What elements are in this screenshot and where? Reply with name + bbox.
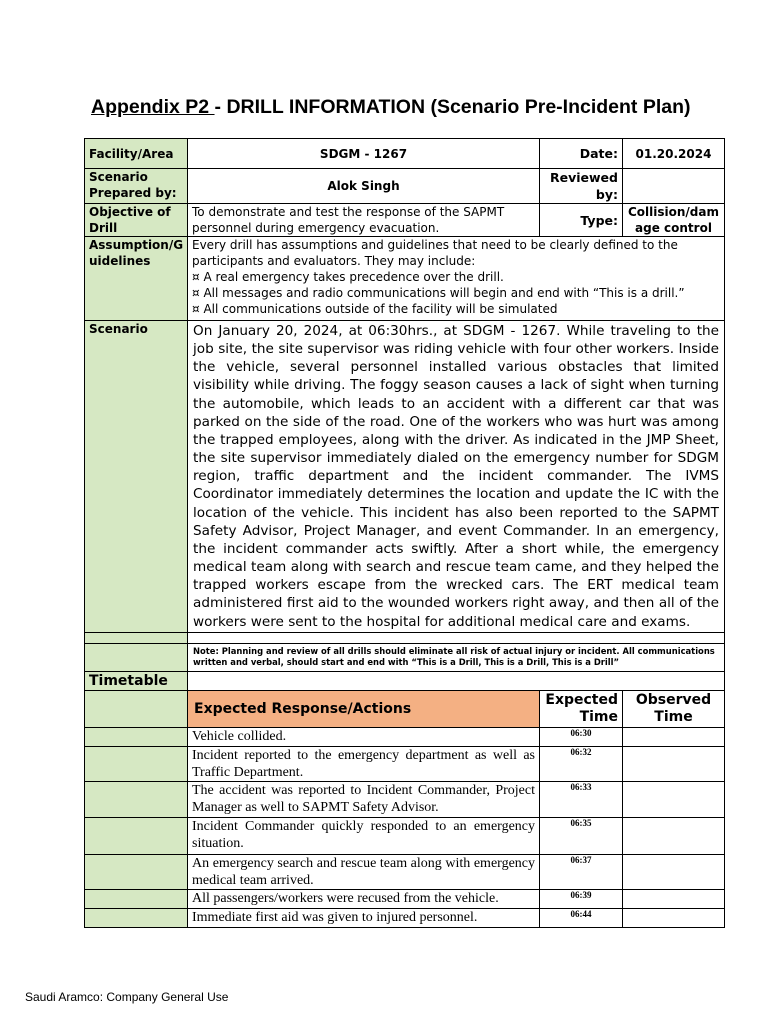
observed-time <box>623 746 725 781</box>
observed-time <box>623 781 725 817</box>
label-reviewed-by <box>540 169 623 204</box>
observed-time <box>623 889 725 908</box>
spacer-cell <box>188 632 725 643</box>
row-assumptions <box>85 237 725 321</box>
row-label-cell <box>85 854 188 889</box>
label-objective-line1: Objective of <box>89 205 171 219</box>
table-row <box>85 854 725 889</box>
guideline-bullet-3: ¤ All communications outside of the facility will be simulated <box>192 302 558 316</box>
table-row <box>85 781 725 817</box>
type-line2: age control <box>635 221 712 235</box>
value-reviewed-by <box>623 169 725 204</box>
label-reviewed-line2: by: <box>595 187 618 202</box>
action-text: The accident was reported to Incident Commander, Project Manager as well to SAPMT Safety Advisor. <box>188 781 540 817</box>
label-scenario: Scenario <box>85 321 188 633</box>
value-type <box>623 204 725 237</box>
observed-time <box>623 727 725 746</box>
guidelines-line1: Every drill has assumptions and guidelines that need to be clearly defined to the <box>192 238 678 252</box>
table-row <box>85 908 725 927</box>
note-label-cell <box>85 643 188 671</box>
observed-time <box>623 817 725 854</box>
label-prepared-line2: Prepared by: <box>89 186 177 200</box>
label-timetable: Timetable <box>85 671 188 690</box>
value-guidelines <box>188 237 725 321</box>
row-label-cell <box>85 908 188 927</box>
drill-info-table <box>84 138 725 928</box>
action-text: Immediate first aid was given to injured personnel. <box>188 908 540 927</box>
table-row <box>85 889 725 908</box>
row-objective <box>85 204 725 237</box>
value-objective <box>188 204 540 237</box>
expected-time: 06:37 <box>540 854 623 889</box>
table-row <box>85 817 725 854</box>
row-prepared <box>85 169 725 204</box>
guidelines-line2: participants and evaluators. They may include: <box>192 254 476 268</box>
label-facility: Facility/Area <box>85 139 188 169</box>
value-facility: SDGM - 1267 <box>188 139 540 169</box>
row-label-cell <box>85 889 188 908</box>
expected-time: 06:39 <box>540 889 623 908</box>
expected-time: 06:30 <box>540 727 623 746</box>
label-type: Type: <box>540 204 623 237</box>
action-text: An emergency search and rescue team along with emergency medical team arrived. <box>188 854 540 889</box>
label-assumptions <box>85 237 188 321</box>
footer-classification: Saudi Aramco: Company General Use <box>25 990 229 1004</box>
table-row <box>85 727 725 746</box>
row-label-cell <box>85 746 188 781</box>
label-prepared-by <box>85 169 188 204</box>
label-prepared-line1: Scenario <box>89 170 148 184</box>
row-timetable-label <box>85 671 725 690</box>
guideline-bullet-1: ¤ A real emergency takes precedence over the drill. <box>192 270 504 284</box>
action-text: Incident reported to the emergency department as well as Traffic Department. <box>188 746 540 781</box>
timetable-label-spacer <box>188 671 725 690</box>
action-text: Vehicle collided. <box>188 727 540 746</box>
row-label-cell <box>85 727 188 746</box>
header-observed-line1: Observed <box>635 691 712 708</box>
header-observed-line2: Time <box>654 708 693 725</box>
type-line1: Collision/dam <box>627 205 719 219</box>
row-timetable-header <box>85 690 725 727</box>
expected-time: 06:33 <box>540 781 623 817</box>
expected-time: 06:44 <box>540 908 623 927</box>
label-objective-line2: Drill <box>89 221 118 235</box>
row-note <box>85 643 725 671</box>
header-expected-time <box>540 690 623 727</box>
timetable-header-label-cell <box>85 690 188 727</box>
spacer-label-cell <box>85 632 188 643</box>
label-assumptions-line2: uidelines <box>89 254 151 268</box>
value-scenario: On January 20, 2024, at 06:30hrs., at SDGM - 1267. While traveling to the job site, the site supervisor was riding vehicle with four other workers. Inside the vehicle, several personnel installed various obstacles that limited visibility while driving. The foggy season causes a lack of sight when turning the automobile, which leads to an accident with a different car that was parked on the side of the road. One of the workers who was hurt was among the trapped employees, along with the driver. As indicated in the JMP Sheet, the site supervisor immediately dialed on the emergency number for SDGM region, traffic department and the incident commander. The IVMS Coordinator immediately determines the location and update the IC with the location of the vehicle. This incident has also been reported to the SAPMT Safety Advisor, Project Manager, and event Commander. In an emergency, the incident commander acts swiftly. After a short while, the emergency medical team along with search and rescue team came, and they helped the trapped workers escape from the wrecked cars. The ERT medical team administered first aid to the wounded workers right away, and then all of the workers were sent to the hospital for additional medical care and exams. <box>188 321 725 633</box>
header-expected-line2: Time <box>579 708 618 725</box>
value-prepared-by: Alok Singh <box>188 169 540 204</box>
observed-time <box>623 908 725 927</box>
objective-line2: personnel during emergency evacuation. <box>192 221 440 235</box>
label-assumptions-line1: Assumption/G <box>89 238 184 252</box>
row-spacer <box>85 632 725 643</box>
header-expected-actions: Expected Response/Actions <box>188 690 540 727</box>
label-reviewed-line1: Reviewed <box>550 170 618 185</box>
action-text: All passengers/workers were recused from the vehicle. <box>188 889 540 908</box>
row-facility <box>85 139 725 169</box>
header-observed-time <box>623 690 725 727</box>
label-objective <box>85 204 188 237</box>
expected-time: 06:32 <box>540 746 623 781</box>
title-prefix: Appendix P2 <box>91 96 215 118</box>
header-expected-line1: Expected <box>545 691 618 708</box>
value-note: Note: Planning and review of all drills should eliminate all risk of actual injury or incident. All communications written and verbal, should start and end with “This is a Drill, This is a Drill, This is a Drill” <box>188 643 725 671</box>
page-title <box>91 96 691 119</box>
row-label-cell <box>85 817 188 854</box>
action-text: Incident Commander quickly responded to an emergency situation. <box>188 817 540 854</box>
objective-line1: To demonstrate and test the response of the SAPMT <box>192 205 505 219</box>
expected-time: 06:35 <box>540 817 623 854</box>
row-scenario <box>85 321 725 633</box>
guideline-bullet-2: ¤ All messages and radio communications will begin and end with “This is a drill.” <box>192 286 685 300</box>
row-label-cell <box>85 781 188 817</box>
table-row <box>85 746 725 781</box>
label-date: Date: <box>540 139 623 169</box>
title-rest: - DRILL INFORMATION (Scenario Pre-Incident Plan) <box>214 96 691 118</box>
observed-time <box>623 854 725 889</box>
value-date: 01.20.2024 <box>623 139 725 169</box>
